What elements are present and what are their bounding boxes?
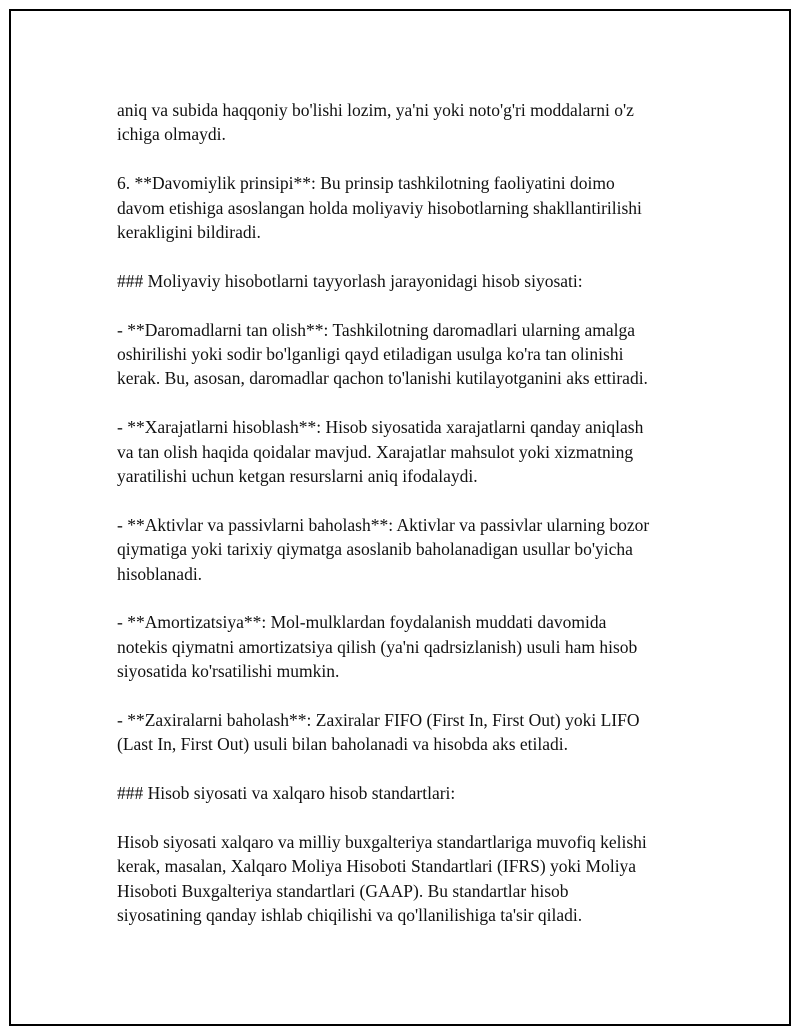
paragraph-gap [117,293,692,317]
paragraph-davomiylik-prinsipi: 6. **Davomiylik prinsipi**: Bu prinsip tashkilotning faoliyatini doimo davom etishiga asoslangan holda moliyaviy hisobotlarning shakllantirilishi kerakligini bildiradi. [117,173,642,243]
paragraph-gap [117,391,692,415]
list-item-zaxiralarni-baholash: - **Zaxiralarni baholash**: Zaxiralar FIFO (First In, First Out) yoki LIFO (Last In, First Out) usuli bilan baholanadi va hisobda aks etiladi. [117,710,640,755]
paragraph-gap [117,147,692,171]
list-item-xarajatlarni-hisoblash: - **Xarajatlarni hisoblash**: Hisob siyosatida xarajatlarni qanday aniqlash va tan olish haqida qoidalar mavjud. Xarajatlar mahsulot yoki xizmatning yaratilishi uchun ketgan resurslarni aniq ifodalaydi. [117,417,644,487]
paragraph-gap [117,586,692,610]
paragraph-gap [117,757,692,781]
list-item-daromadlarni-tan-olish: - **Daromadlarni tan olish**: Tashkilotning daromadlari ularning amalga oshirilishi yoki sodir bo'lganligi qayd etiladigan usulga ko'ra tan olinishi kerak. Bu, asosan, daromadlar qachon to'lanishi kutilayotganini aks ettiradi. [117,319,648,389]
section-heading-moliyaviy-hisobotlar: ### Moliyaviy hisobotlarni tayyorlash jarayonidagi hisob siyosati: [117,270,583,291]
list-item-aktivlar-passivlar: - **Aktivlar va passivlarni baholash**: Aktivlar va passivlar ularning bozor qiymatiga yoki tarixiy qiymatga asoslanib baholanadigan usullar bo'yicha hisoblanadi. [117,514,650,584]
paragraph-continuation: aniq va subida haqqoniy bo'lishi lozim, ya'ni yoki noto'g'ri moddalarni o'z ichiga olmaydi. [117,100,634,145]
paragraph-gap [117,488,692,512]
paragraph-standartlar: Hisob siyosati xalqaro va milliy buxgalteriya standartlariga muvofiq kelishi kerak, masalan, Xalqaro Moliya Hisoboti Standartlari (IFRS) yoki Moliya Hisoboti Buxgalteriya standartlari (GAAP). Bu standartlar hisob siyosatining qanday ishlab chiqilishi va qo'llanilishiga ta'sir qiladi. [117,832,647,926]
section-heading-xalqaro-standartlar: ### Hisob siyosati va xalqaro hisob standartlari: [117,783,456,804]
paragraph-gap [117,244,692,268]
paragraph-gap [117,684,692,708]
document-body [117,98,692,928]
list-item-amortizatsiya: - **Amortizatsiya**: Mol-mulklardan foydalanish muddati davomida notekis qiymatni amortizatsiya qilish (ya'ni qadrsizlanish) usuli ham hisob siyosatida ko'rsatilishi mumkin. [117,612,638,682]
paragraph-gap [117,806,692,830]
